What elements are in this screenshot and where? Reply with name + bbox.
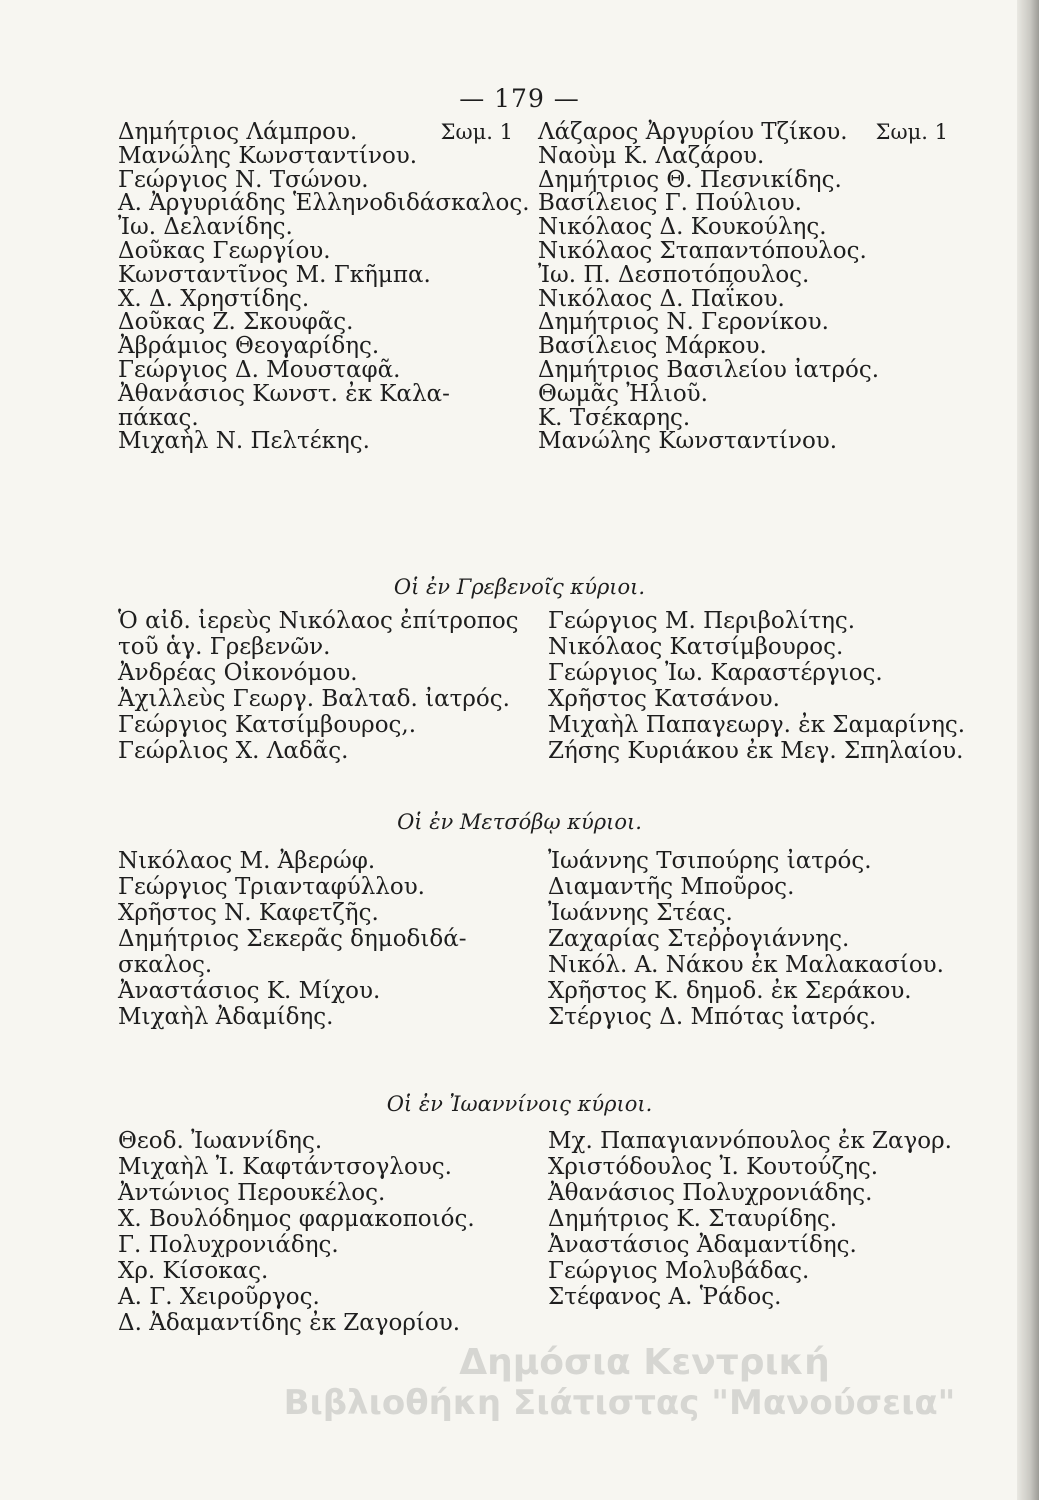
section-heading: Οἱ ἐν Ἰωαννίνοις κύριοι.	[386, 1092, 653, 1116]
list-item: Χρῆστος Κ. δημοδ. ἐκ Σεράκου.	[548, 978, 912, 1004]
library-watermark-line-2: Βιβλιοθήκη Σιάτιστας "Μανούσεια"	[283, 1383, 956, 1423]
list-item: Ἀχιλλεὺς Γεωργ. Βαλταδ. ἰατρός.	[118, 686, 510, 712]
list-item: Ἀβράμιος Θεογαρίδης.	[118, 333, 380, 360]
list-item: Θωμᾶς Ἠλιοῦ.	[538, 380, 708, 407]
section-4-right-column	[548, 1128, 952, 1336]
list-item: Δοῦκας Γεωργίου.	[118, 237, 331, 264]
list-item: Γεώργιος Τριανταφύλλου.	[118, 874, 425, 900]
list-item: Χ. Βουλόδημος φαρμακοποιός.	[118, 1206, 475, 1232]
list-item: Ὁ αἰδ. ἱερεὺς Νικόλαος ἐπίτροπος	[118, 608, 519, 634]
section-heading: Οἱ ἐν Μετσόβῳ κύριοι.	[397, 810, 642, 834]
list-item: Γεώργιος Ν. Τσώνου.	[118, 166, 369, 193]
list-item: Μανώλης Κωνσταντίνου.	[118, 142, 418, 169]
list-item: Μιχαὴλ Ἀδαμίδης.	[118, 1004, 334, 1030]
library-watermark-line-1: Δημόσια Κεντρική	[459, 1342, 830, 1383]
list-item: Μχ. Παπαγιαννόπουλος ἐκ Ζαγορ.	[548, 1128, 952, 1154]
list-item: Ἰω. Π. Δεσποτόπουλος.	[538, 261, 810, 288]
section-1-right-column	[538, 121, 948, 454]
list-item: Νικόλ. Α. Νάκου ἐκ Μαλακασίου.	[548, 952, 944, 978]
list-item: Γ. Πολυχρονιάδης.	[118, 1232, 339, 1258]
list-item: Γεώργιος Δ. Μουσταφᾶ.	[118, 356, 401, 383]
list-item: πάκας.	[118, 404, 199, 431]
section-1	[118, 121, 948, 454]
binding-edge	[1017, 0, 1039, 1500]
list-item: Γεώργιος Κατσίμβουρος,.	[118, 712, 417, 738]
page-number: — 179 —	[459, 84, 580, 113]
list-item: Νικόλαος Μ. Ἀβερώφ.	[118, 848, 376, 874]
list-item: Δ. Ἀδαμαντίδης ἐκ Ζαγορίου.	[118, 1310, 461, 1336]
list-item: Ἀνδρέας Οἰκονόμου.	[118, 660, 358, 686]
list-item: Νικόλαος Δ. Παΐκου.	[538, 285, 785, 312]
section-2-left-column	[118, 608, 519, 764]
list-item: Ἀθανάσιος Κωνστ. ἐκ Καλα-	[118, 380, 450, 407]
list-item: Δοῦκας Ζ. Σκουφᾶς.	[118, 309, 354, 336]
list-item: Δημήτριος Θ. Πεσνικίδης.	[538, 166, 842, 193]
list-item: Γεώργιος Μ. Περιβολίτης.	[548, 608, 856, 634]
list-item: Μιχαὴλ Παπαγεωργ. ἐκ Σαμαρίνης.	[548, 712, 966, 738]
list-item: Γεώργιος Ἰω. Καραστέργιος.	[548, 660, 883, 686]
list-item: Στέργιος Δ. Μπότας ἰατρός.	[548, 1004, 877, 1030]
list-item: Γεώρλιος Χ. Λαδᾶς.	[118, 738, 349, 764]
list-item: Κωνσταντῖνος Μ. Γκῆμπα.	[118, 261, 431, 288]
section-2	[118, 608, 966, 764]
section-heading: Οἱ ἐν Γρεβενοῖς κύριοι.	[393, 575, 646, 599]
section-3	[118, 848, 948, 1030]
list-item: τοῦ ἁγ. Γρεβενῶν.	[118, 634, 331, 660]
list-item: Α. Γ. Χειροῦργος.	[118, 1284, 320, 1310]
list-item: Διαμαντῆς Μποῦρος.	[548, 874, 795, 900]
list-item: Νικόλαος Σταπαντόπουλος.	[538, 237, 867, 264]
volume-tag: Σωμ. 1	[440, 120, 513, 144]
list-item: Λάζαρος Ἀργυρίου Τζίκου. Σωμ. 1	[538, 119, 948, 145]
list-item: Μιχαὴλ Ν. Πελτέκης.	[118, 428, 370, 455]
list-item: Βασίλειος Γ. Πούλιου.	[538, 190, 802, 217]
list-item: Ἰωάννης Στέας.	[548, 900, 733, 926]
list-item: Α. Ἀργυριάδης Ἑλληνοδιδάσκαλος.	[118, 190, 530, 217]
list-item: Στέφανος Α. Ῥάδος.	[548, 1284, 782, 1310]
list-item: Δημήτριος Βασιλείου ἰατρός.	[538, 356, 880, 383]
list-item: Χριστόδουλος Ἰ. Κουτούζης.	[548, 1154, 879, 1180]
section-4	[118, 1128, 952, 1336]
list-item: Δημήτριος Ν. Γερονίκου.	[538, 309, 829, 336]
section-1-left-column	[118, 119, 530, 455]
list-item: Ζήσης Κυριάκου ἐκ Μεγ. Σπηλαίου.	[548, 738, 964, 764]
list-item: Νικόλαος Δ. Κουκούλης.	[538, 214, 827, 241]
list-item: Δημήτριος Λάμπρου. Σωμ. 1	[118, 119, 513, 145]
list-item: Χρῆστος Ν. Καφετζῆς.	[118, 900, 379, 926]
list-item: Μιχαὴλ Ἰ. Καφτάντσογλους.	[118, 1154, 452, 1180]
list-item: Ἀναστάσιος Κ. Μίχου.	[118, 978, 381, 1004]
list-item: Βασίλειος Μάρκου.	[538, 333, 767, 360]
list-item: Δημήτριος Κ. Σταυρίδης.	[548, 1206, 838, 1232]
list-item: Ἀναστάσιος Ἀδαμαντίδης.	[548, 1232, 857, 1258]
list-item: Ζαχαρίας Στεῤῥογιάννης.	[548, 926, 850, 952]
list-item: Ἀντώνιος Περουκέλος.	[118, 1180, 386, 1206]
list-item: Χ. Δ. Χρηστίδης.	[118, 285, 310, 312]
list-item: Μανώλης Κωνσταντίνου.	[538, 428, 838, 455]
list-item: Ἰω. Δελανίδης.	[118, 214, 293, 241]
list-item: Νικόλαος Κατσίμβουρος.	[548, 634, 844, 660]
list-item: Γεώργιος Μολυβάδας.	[548, 1258, 810, 1284]
list-item: Χρ. Κίσοκας.	[118, 1258, 269, 1284]
list-item: Θεοδ. Ἰωαννίδης.	[118, 1128, 323, 1154]
section-3-left-column	[118, 848, 513, 1030]
section-3-right-column	[548, 848, 948, 1030]
list-item: σκαλος.	[118, 952, 213, 978]
list-item: Ἰωάννης Τσιπούρης ἰατρός.	[548, 848, 872, 874]
list-item: Ναοὺμ Κ. Λαζάρου.	[538, 142, 765, 169]
section-4-left-column	[118, 1128, 513, 1336]
list-item: Ἀθανάσιος Πολυχρονιάδης.	[548, 1180, 873, 1206]
volume-tag: Σωμ. 1	[875, 120, 948, 144]
section-2-right-column	[548, 608, 966, 764]
list-item: Δημήτριος Σεκερᾶς δημοδιδά-	[118, 926, 467, 952]
list-item: Χρῆστος Κατσάνου.	[548, 686, 780, 712]
list-item: Κ. Τσέκαρης.	[538, 404, 691, 431]
